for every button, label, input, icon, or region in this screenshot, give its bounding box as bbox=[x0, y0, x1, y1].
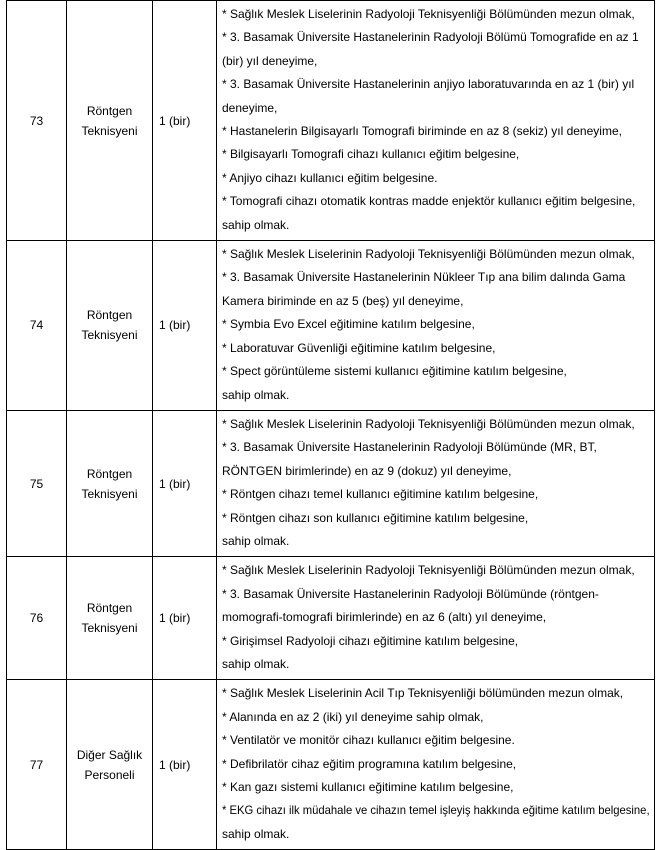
row-number: 74 bbox=[7, 241, 67, 411]
requirement-line: * Hastanelerin Bilgisayarlı Tomografi biriminde en az 8 (sekiz) yıl deneyime, bbox=[222, 124, 622, 139]
requirement-line: sahip olmak. bbox=[222, 217, 290, 232]
position-title: Röntgen bbox=[86, 103, 133, 118]
position-count: 1 (bir) bbox=[153, 410, 217, 556]
position-title: Teknisyeni bbox=[81, 486, 138, 501]
position-title: Teknisyeni bbox=[81, 621, 138, 636]
position-title: Röntgen bbox=[86, 601, 133, 616]
position-count: 1 (bir) bbox=[153, 1, 217, 241]
requirement-line: Kamera biriminde en az 5 (beş) yıl deneyime, bbox=[222, 293, 464, 308]
requirement-line: * Defibrilatör cihaz eğitim programına katılım belgesine, bbox=[222, 756, 517, 771]
requirements-table bbox=[6, 0, 655, 850]
requirement-line: * 3. Basamak Üniversite Hastanelerinin Radyoloji Bölümü Tomografide en az 1 bbox=[222, 30, 639, 45]
requirement-line: * Tomografi cihazı otomatik kontras madde enjektör kullanıcı eğitim belgesine, bbox=[222, 194, 636, 209]
requirements-cell bbox=[217, 680, 655, 850]
position-title: Diğer Sağlık bbox=[76, 747, 143, 762]
requirement-line: * Sağlık Meslek Liselerinin Acil Tıp Teknisyenliği bölümünden mezun olmak, bbox=[222, 686, 624, 701]
position-count: 1 (bir) bbox=[153, 557, 217, 680]
requirement-line: * Sağlık Meslek Liselerinin Radyoloji Teknisyenliği Bölümünden mezun olmak, bbox=[222, 416, 635, 431]
position-title-cell bbox=[67, 241, 153, 411]
requirement-line: * Kan gazı sistemi kullanıcı eğitimine katılım belgesine, bbox=[222, 780, 514, 794]
requirement-line: * Alanında en az 2 (iki) yıl deneyime sahip olmak, bbox=[222, 709, 484, 724]
requirement-line: sahip olmak. bbox=[222, 656, 290, 671]
table-row bbox=[7, 1, 655, 241]
requirement-line: * Laboratuvar Güvenliği eğitimine katılım belgesine, bbox=[222, 340, 496, 355]
requirements-cell bbox=[217, 241, 655, 411]
requirement-line: * 3. Basamak Üniversite Hastanelerinin Radyoloji Bölümünde (MR, BT, bbox=[222, 440, 597, 455]
position-title-cell bbox=[67, 680, 153, 850]
requirement-line: * Röntgen cihazı son kullanıcı eğitimine katılım belgesine, bbox=[222, 510, 529, 525]
requirement-line: * 3. Basamak Üniversite Hastanelerinin Radyoloji Bölümünde (röntgen- bbox=[222, 586, 599, 601]
position-title: Röntgen bbox=[86, 466, 133, 481]
requirement-line: * Sağlık Meslek Liselerinin Radyoloji Teknisyenliği Bölümünden mezun olmak, bbox=[222, 563, 635, 578]
position-count: 1 (bir) bbox=[153, 680, 217, 850]
row-number: 75 bbox=[7, 410, 67, 556]
requirement-line: * Girişimsel Radyoloji cihazı eğitimine katılım belgesine, bbox=[222, 633, 519, 648]
requirement-line: * Anjiyo cihazı kullanıcı eğitim belgesine. bbox=[222, 170, 438, 185]
requirement-line: * Sağlık Meslek Liselerinin Radyoloji Teknisyenliği Bölümünden mezun olmak, bbox=[222, 247, 635, 262]
table-row bbox=[7, 557, 655, 680]
row-number: 77 bbox=[7, 680, 67, 850]
requirements-cell bbox=[217, 1, 655, 241]
requirement-line: * Ventilatör ve monitör cihazı kullanıcı eğitim belgesine. bbox=[222, 733, 515, 748]
requirement-line: deneyime, bbox=[222, 100, 278, 115]
requirement-line: * EKG cihazı ilk müdahale ve cihazın temel işleyiş hakkında eğitime katılım belgesine, bbox=[222, 803, 650, 818]
position-title-cell bbox=[67, 557, 153, 680]
requirement-line: (bir) yıl deneyime, bbox=[222, 53, 318, 68]
requirement-line: RÖNTGEN birimlerinde) en az 9 (dokuz) yıl deneyime, bbox=[222, 463, 512, 478]
table-row bbox=[7, 680, 655, 850]
requirement-line: momografi-tomografi birimlerinde) en az 6 (altı) yıl deneyime, bbox=[222, 610, 547, 625]
requirement-line: sahip olmak. bbox=[222, 387, 290, 402]
table-row bbox=[7, 241, 655, 411]
requirement-line: sahip olmak. bbox=[222, 826, 290, 841]
requirement-line: * Bilgisayarlı Tomografi cihazı kullanıcı eğitim belgesine, bbox=[222, 147, 520, 162]
position-title: Röntgen bbox=[86, 308, 133, 323]
requirement-line: * 3. Basamak Üniversite Hastanelerinin anjiyo laboratuvarında en az 1 (bir) yıl bbox=[222, 77, 635, 92]
requirements-cell bbox=[217, 557, 655, 680]
requirement-line: * Symbia Evo Excel eğitimine katılım belgesine, bbox=[222, 317, 475, 332]
position-count: 1 (bir) bbox=[153, 241, 217, 411]
requirement-line: * Sağlık Meslek Liselerinin Radyoloji Teknisyenliği Bölümünden mezun olmak, bbox=[222, 7, 635, 21]
requirement-line: sahip olmak. bbox=[222, 533, 290, 548]
position-title: Teknisyeni bbox=[81, 328, 138, 343]
requirements-cell bbox=[217, 410, 655, 556]
position-title-cell bbox=[67, 410, 153, 556]
position-title-cell bbox=[67, 1, 153, 241]
row-number: 73 bbox=[7, 1, 67, 241]
row-number: 76 bbox=[7, 557, 67, 680]
table-row bbox=[7, 410, 655, 556]
requirement-line: * 3. Basamak Üniversite Hastanelerinin Nükleer Tıp ana bilim dalında Gama bbox=[222, 270, 626, 285]
position-title: Teknisyeni bbox=[81, 123, 138, 138]
requirement-line: * Spect görüntüleme sistemi kullanıcı eğitimine katılım belgesine, bbox=[222, 364, 567, 379]
table-body bbox=[7, 1, 655, 850]
requirement-line: * Röntgen cihazı temel kullanıcı eğitimine katılım belgesine, bbox=[222, 487, 539, 502]
position-title: Personeli bbox=[84, 767, 135, 782]
